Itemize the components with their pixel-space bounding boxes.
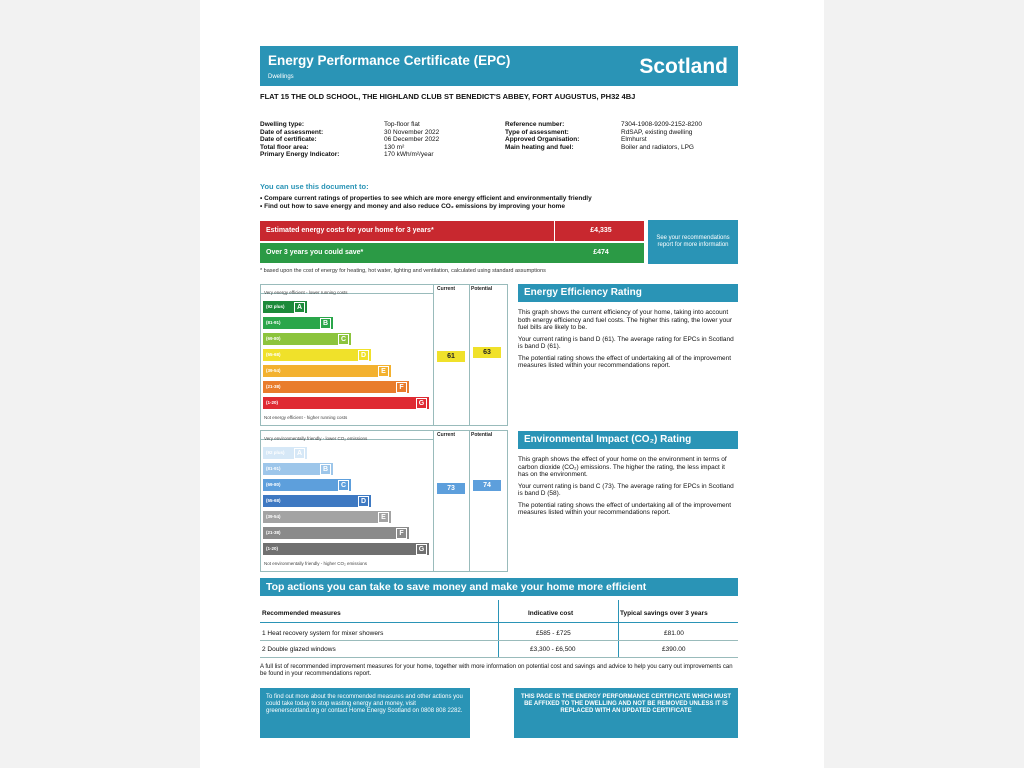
savings-bar: [260, 243, 644, 263]
certificate-notice-box: THIS PAGE IS THE ENERGY PERFORMANCE CERTIFICATE WHICH MUST BE AFFIXED TO THE DWELLING AND NOT BE REMOVED UNLESS IT IS REPLACED WITH AN UPDATED CERTIFICATE: [514, 688, 738, 738]
detail-value: 130 m²: [384, 143, 405, 151]
band-letter: A: [294, 448, 305, 459]
detail-value: Top-floor flat: [384, 121, 420, 128]
band-range: (55-68): [266, 352, 281, 357]
band-range: (69-80): [266, 482, 281, 487]
epc-header: [260, 46, 738, 86]
band-range: (92 plus): [266, 450, 285, 455]
recommendations-note: A full list of recommended improvement measures for your home, together with more information on potential cost and savings and advice to help you carry out improvements can be found in your recommendations report.: [260, 664, 733, 677]
col-current: Current: [437, 286, 456, 292]
band-letter: E: [378, 512, 389, 523]
detail-label: Primary Energy Indicator:: [260, 151, 340, 159]
rating-band-f: [263, 381, 409, 393]
see-recommendations-box: See your recommendations report for more information: [648, 220, 738, 264]
rating-band-d: [263, 495, 371, 507]
band-letter: G: [416, 398, 427, 409]
rating-band-f: [263, 527, 409, 539]
rating-band-e: [263, 365, 391, 377]
band-letter: F: [396, 528, 407, 539]
rating-band-a: [263, 447, 307, 459]
potential-rating-arrow: 63: [473, 347, 501, 358]
chart-bottom-caption: Not environmentally friendly - higher CO₂ emissions: [264, 561, 368, 566]
detail-label: Date of certificate:: [260, 136, 317, 144]
detail-label: Type of assessment:: [505, 128, 569, 136]
estimated-cost-value: £4,335: [590, 227, 612, 234]
rating-band-b: [263, 317, 333, 329]
detail-value: Boiler and radiators, LPG: [621, 143, 694, 151]
rating-band-e: [263, 511, 391, 523]
current-rating-arrow: 61: [437, 351, 465, 362]
savings-value: £474: [593, 249, 609, 256]
cost-footnote: * based upon the cost of energy for heating, hot water, lighting and ventilation, calculated using standard assumptions: [260, 268, 546, 274]
rating-band-g: [263, 543, 429, 555]
detail-label: Date of assessment:: [260, 128, 324, 136]
savings-label: Over 3 years you could save*: [266, 249, 364, 256]
band-range: (1-20): [266, 400, 279, 405]
country-label: Scotland: [639, 55, 728, 78]
detail-label: Total floor area:: [260, 143, 309, 151]
environmental-impact-heading: Environmental Impact (CO₂) Rating: [518, 431, 738, 449]
table-row-measure: 2 Double glazed windows: [262, 646, 336, 653]
detail-label: Dwelling type:: [260, 121, 305, 128]
epc-title: Energy Performance Certificate (EPC): [268, 53, 511, 68]
details-right: [505, 121, 745, 151]
detail-value: RdSAP, existing dwelling: [621, 128, 693, 136]
band-range: (69-80): [266, 336, 281, 341]
rating-band-a: [263, 301, 307, 313]
energy-efficiency-text: This graph shows the current efficiency of your home, taking into account both energy efficiency and fuel costs. The higher this rating, the lower your fuel bills are likely to be. Your current rating is band D (61). The average rating for EPCs in Scotland is band D (61). The potential rating shows the effect of undertaking all of the improvement measures listed within your recommendations report.: [518, 309, 734, 369]
rating-band-b: [263, 463, 333, 475]
table-row-savings: £81.00: [664, 630, 684, 637]
table-row-savings: £390.00: [662, 646, 686, 653]
band-letter: G: [416, 544, 427, 555]
band-range: (1-20): [266, 546, 279, 551]
col-header-cost: Indicative cost: [528, 610, 574, 617]
chart-top-caption: Very energy efficient - lower running costs: [264, 290, 348, 295]
detail-label: Reference number:: [505, 121, 565, 128]
band-range: (21-38): [266, 384, 281, 389]
use-heading: You can use this document to:: [260, 182, 369, 191]
rating-band-g: [263, 397, 429, 409]
band-letter: B: [320, 464, 331, 475]
band-range: (92 plus): [266, 304, 285, 309]
estimated-cost-label: Estimated energy costs for your home for 3 years*: [266, 227, 434, 234]
band-letter: B: [320, 318, 331, 329]
estimated-cost-bar: [260, 221, 644, 241]
chart-top-caption: Very environmentally friendly - lower CO₂ emissions: [264, 436, 368, 441]
col-header-measures: Recommended measures: [262, 610, 341, 617]
band-letter: F: [396, 382, 407, 393]
top-actions-table: [260, 600, 738, 658]
band-letter: A: [294, 302, 305, 313]
col-header-savings: Typical savings over 3 years: [620, 610, 708, 617]
top-actions-heading: Top actions you can take to save money and make your home more efficient: [260, 578, 738, 596]
rating-band-c: [263, 333, 351, 345]
detail-value: 30 November 2022: [384, 128, 440, 136]
band-range: (39-54): [266, 514, 281, 519]
property-address: FLAT 15 THE OLD SCHOOL, THE HIGHLAND CLUB ST BENEDICT'S ABBEY, FORT AUGUSTUS, PH32 4BJ: [260, 92, 636, 101]
energy-efficiency-heading: Energy Efficiency Rating: [518, 284, 738, 302]
environmental-impact-text: This graph shows the effect of your home on the environment in terms of carbon dioxide (CO₂) emissions. The higher the rating, the less impact it has on the environment. Your current rating is band C (73). The average rating for EPCs in Scotland is band D (58). The potential rating shows the effect of undertaking all of the improvement measures listed within your recommendations report.: [518, 456, 734, 516]
epc-subtitle: Dwellings: [268, 74, 294, 80]
band-range: (39-54): [266, 368, 281, 373]
band-letter: E: [378, 366, 389, 377]
band-letter: D: [358, 496, 369, 507]
bullet-item: • Find out how to save energy and money and also reduce CO₂ emissions by improving your home: [260, 203, 565, 210]
detail-label: Main heating and fuel:: [505, 143, 574, 151]
col-current: Current: [437, 432, 456, 438]
potential-rating-arrow: 74: [473, 480, 501, 491]
details-left: [260, 121, 500, 159]
bullet-item: • Compare current ratings of properties to see which are more energy efficient and environmentally friendly: [260, 195, 592, 202]
band-letter: C: [338, 334, 349, 345]
energy-efficiency-chart: [260, 284, 508, 426]
band-range: (81-91): [266, 466, 281, 471]
table-row-measure: 1 Heat recovery system for mixer showers: [262, 630, 384, 637]
chart-bottom-caption: Not energy efficient - higher running costs: [264, 415, 348, 420]
band-range: (21-38): [266, 530, 281, 535]
band-letter: D: [358, 350, 369, 361]
table-row-cost: £3,300 - £6,500: [530, 646, 576, 653]
col-potential: Potential: [471, 286, 493, 292]
detail-value: 7304-1908-9209-2152-8200: [621, 121, 702, 128]
environmental-impact-chart: [260, 430, 508, 572]
rating-band-c: [263, 479, 351, 491]
detail-value: 170 kWh/m²/year: [384, 151, 434, 159]
detail-value: 06 December 2022: [384, 136, 440, 144]
detail-value: Elmhurst: [621, 136, 647, 144]
current-rating-arrow: 73: [437, 483, 465, 494]
band-letter: C: [338, 480, 349, 491]
use-bullets: [260, 195, 592, 211]
detail-label: Approved Organisation:: [505, 136, 580, 144]
table-row-cost: £585 - £725: [536, 630, 571, 637]
band-range: (55-68): [266, 498, 281, 503]
col-potential: Potential: [471, 432, 493, 438]
band-range: (81-91): [266, 320, 281, 325]
more-info-box: To find out more about the recommended measures and other actions you could take today to stop wasting energy and money, visit greenerscotland.org or contact Home Energy Scotland on 0808 808 2282.: [260, 688, 470, 738]
rating-band-d: [263, 349, 371, 361]
certificate-page: [200, 0, 824, 768]
